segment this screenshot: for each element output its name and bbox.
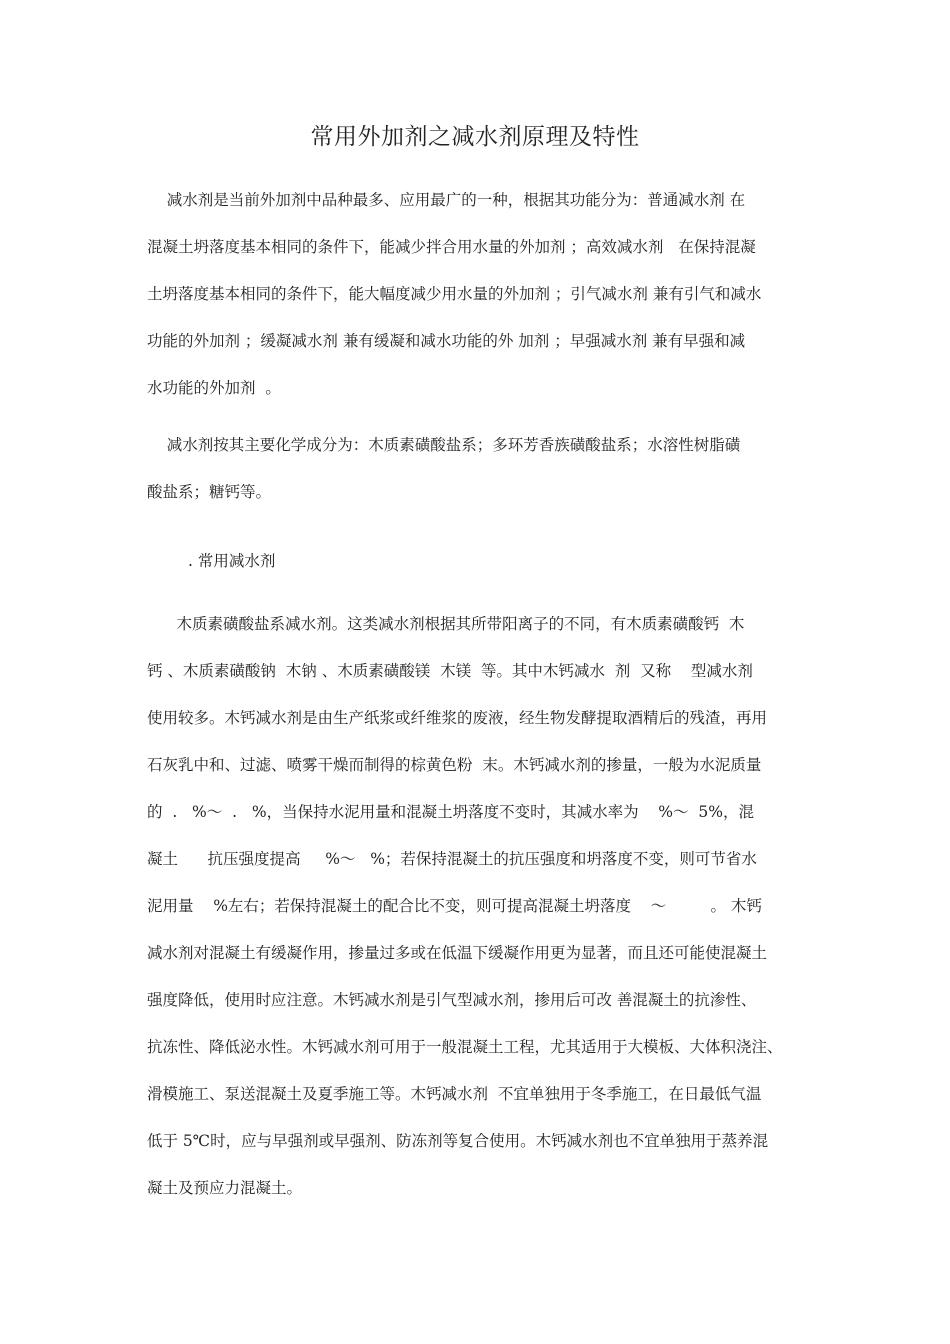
paragraph-line: 凝土及预应力混凝土。 bbox=[147, 1179, 303, 1197]
paragraph-line: 减水剂是当前外加剂中品种最多、应用最广的一种，根据其功能分为：普通减水剂 在 bbox=[147, 191, 746, 209]
paragraph-line: 泥用量 %左右；若保持混凝土的配合比不变，则可提高混凝土坍落度 ～ 。 木钙 bbox=[147, 897, 762, 915]
paragraph-line: 凝土 抗压强度提高 %～ %；若保持混凝土的抗压强度和坍落度不变，则可节省水 bbox=[147, 850, 757, 868]
paragraph-line: 的 . %～ . %，当保持水泥用量和混凝土坍落度不变时，其减水率为 %～ 5%，混 bbox=[147, 803, 754, 821]
paragraph-line: 混凝土坍落度基本相同的条件下，能减少拌合用水量的外加剂 ；高效减水剂 在保持混凝 bbox=[147, 238, 756, 256]
lignosulfonate-paragraph bbox=[147, 614, 811, 1225]
paragraph-line: 钙 、木质素磺酸钠 木钠 、木质素磺酸镁 木镁 等。其中木钙减水 剂 又称 型减水剂 bbox=[147, 662, 753, 680]
paragraph-line: 土坍落度基本相同的条件下，能大幅度减少用水量的外加剂 ；引气减水剂 兼有引气和减水 bbox=[147, 285, 762, 303]
paragraph-line: 滑模施工、泵送混凝土及夏季施工等。木钙减水剂 不宜单独用于冬季施工，在日最低气温 bbox=[147, 1085, 762, 1103]
paragraph-line: 使用较多。木钙减水剂是由生产纸浆或纤维浆的废液，经生物发酵提取酒精后的残渣，再用 bbox=[147, 709, 768, 727]
intro-paragraph bbox=[147, 190, 811, 425]
paragraph-line: 减水剂对混凝土有缓凝作用，掺量过多或在低温下缓凝作用更为显著，而且还可能使混凝土 bbox=[147, 944, 768, 962]
paragraph-line: 抗冻性、降低泌水性。木钙减水剂可用于一般混凝土工程，尤其适用于大模板、大体积浇注、 bbox=[147, 1038, 783, 1056]
section-heading: . 常用减水剂 bbox=[188, 552, 276, 570]
paragraph-line: 功能的外加剂 ；缓凝减水剂 兼有缓凝和减水功能的外 加剂 ；早强减水剂 兼有早强和减 bbox=[147, 332, 746, 350]
paragraph-line: 水功能的外加剂 。 bbox=[147, 379, 281, 397]
chemical-composition-paragraph bbox=[147, 435, 811, 529]
paragraph-line: 强度降低，使用时应注意。木钙减水剂是引气型减水剂，掺用后可改 善混凝土的抗渗性、 bbox=[147, 991, 757, 1009]
document-title: 常用外加剂之减水剂原理及特性 bbox=[310, 124, 640, 150]
paragraph-line: 酸盐系；糖钙等。 bbox=[147, 483, 272, 501]
paragraph-line: 石灰乳中和、过滤、喷雾干燥而制得的棕黄色粉 末。木钙减水剂的掺量，一般为水泥质量 bbox=[147, 756, 762, 774]
paragraph-line: 低于 5℃时，应与早强剂或早强剂、防冻剂等复合使用。木钙减水剂也不宜单独用于蒸养混 bbox=[147, 1132, 769, 1150]
paragraph-line: 木质素磺酸盐系减水剂。这类减水剂根据其所带阳离子的不同，有木质素磺酸钙 木 bbox=[147, 615, 745, 633]
paragraph-line: 减水剂按其主要化学成分为：木质素磺酸盐系；多环芳香族磺酸盐系；水溶性树脂磺 bbox=[147, 436, 741, 454]
